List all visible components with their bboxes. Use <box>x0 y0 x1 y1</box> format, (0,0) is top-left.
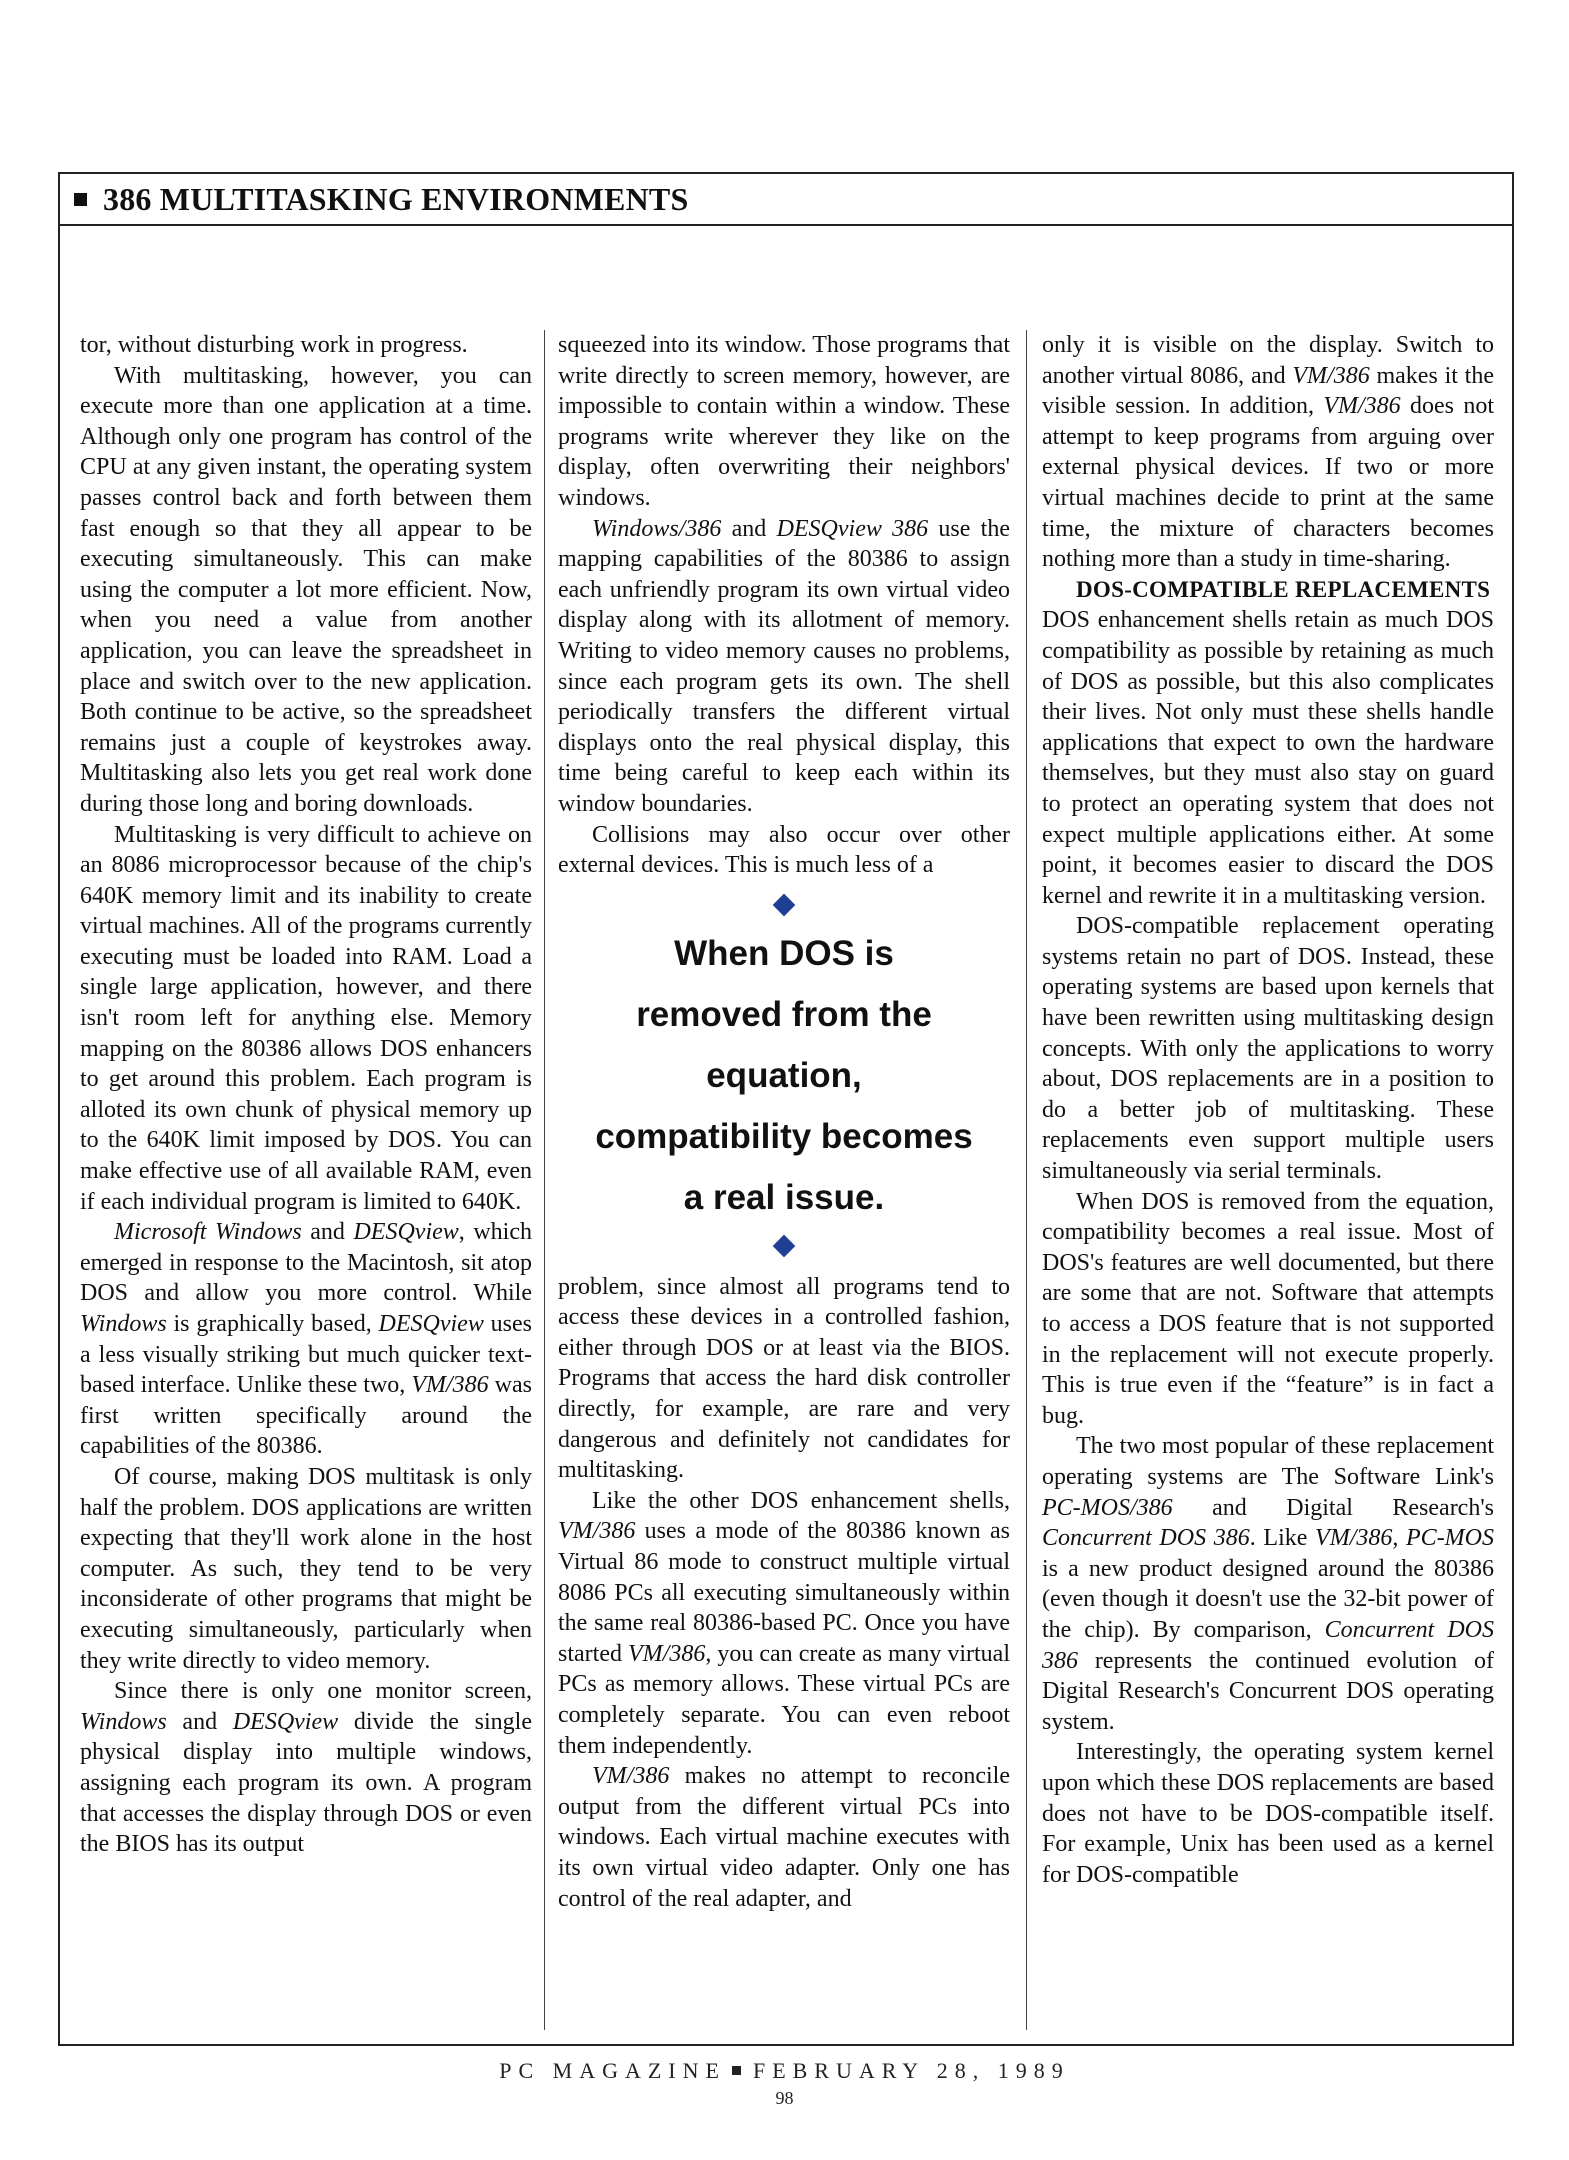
paragraph: Multitasking is very difficult to achieve on an 8086 microprocessor because of the chip's 640K memory limit and its inability to create virtual machines. All of the programs currently executing must be loaded into RAM. Load a single large application, however, and there isn't room left for anything else. Memory mapping on the 80386 allows DOS enhancers to get around this problem. Each program is alloted its own chunk of physical memory up to the 640K limit imposed by DOS. You can make effective use of all available RAM, even if each individual program is limited to 640K. <box>80 821 532 1215</box>
pull-quote <box>558 897 1010 1254</box>
paragraph: tor, without disturbing work in progress. <box>80 332 468 358</box>
product-name: Windows <box>80 1311 167 1337</box>
section-header <box>60 174 1512 226</box>
paragraph: DOS-compatible replacement operating systems retain no part of DOS. Instead, these operating systems are based upon kernels that have been rewritten using multitasking design concepts. With only the applications to worry about, DOS replacements are in a position to do a better job of multitasking. These replacements even support multiple users simultaneously via serial terminals. <box>1042 913 1494 1185</box>
paragraph <box>558 1761 1010 1914</box>
square-bullet-icon <box>732 2066 741 2075</box>
product-name: DESQview <box>353 1219 459 1246</box>
text-run: and <box>301 1219 354 1246</box>
text-run: Since there is only one monitor screen, <box>114 1678 532 1705</box>
paragraph: DOS enhancement shells retain as much DOS compatibility as possible by retaining as much of DOS as possible, but this also complicates their lives. Not only must these shells handle applications that expect to own the hardware themselves, but they must also stay on guard to protect an operating system that does not expect multiple applications either. At some point, it becomes easier to discard the DOS kernel and rewrite it in a multitasking version. <box>1042 607 1494 909</box>
page-frame <box>58 172 1514 2046</box>
text-run: divide the single physical display into multiple windows, assigning each program its own. A program that accesses the display through DOS or even the BIOS has its output <box>80 1708 532 1858</box>
product-name: VM/386 <box>1323 393 1401 420</box>
page-footer <box>0 2058 1569 2084</box>
product-name: PC-MOS/386 <box>1042 1494 1173 1521</box>
product-name: DESQview <box>232 1708 339 1735</box>
text-run: and Digital Research's <box>1172 1494 1494 1521</box>
text-run: does not attempt to keep programs from arguing over external physical devices. If two or more virtual machines decide to print at the same time, the mixture of characters becomes nothing more than a study in time-sharing. <box>1042 393 1494 573</box>
paragraph: Collisions may also occur over other external devices. This is much less of a <box>558 821 1010 879</box>
product-name: Windows <box>80 1708 167 1735</box>
paragraph: Interestingly, the operating system kernel upon which these DOS replacements are based does not have to be DOS-compatible itself. For example, Unix has been used as a kernel for DOS-compatible <box>1042 1739 1494 1888</box>
article-column-1 <box>80 330 532 1860</box>
text-run: is graphically based, <box>166 1311 379 1337</box>
product-name: VM/386 <box>1292 362 1370 389</box>
paragraph <box>80 1676 532 1860</box>
paragraph <box>1042 1431 1494 1737</box>
paragraph <box>558 1486 1010 1761</box>
pull-quote-line: compatibility becomes <box>595 1116 973 1156</box>
text-run: The two most popular of these replacement operating systems are The Software Link's <box>1042 1433 1494 1490</box>
paragraph: When DOS is removed from the equation, compatibility becomes a real issue. Most of DOS's features are well documented, but there are some that are not. Software that attempts to access a DOS feature that is not supported in the replacement will not execute properly. This is true even if the “feature” is in fact a bug. <box>1042 1188 1494 1429</box>
paragraph: Of course, making DOS multitask is only half the problem. DOS applications are written expecting that they'll work alone in the host computer. As such, they tend to be very inconsiderate of other programs that might be executing simultaneously, particularly when they write directly to video memory. <box>80 1463 532 1674</box>
text-run: is a new product designed around the 80386 (even though it doesn't use the 32-bit power of the chip). By comparison, <box>1042 1555 1494 1643</box>
product-name: DESQview 386 <box>776 515 929 542</box>
text-run: was first written specifically around the capabilities of the 80386. <box>80 1372 532 1460</box>
product-name: Concurrent DOS 386 <box>1042 1525 1250 1552</box>
text-run: . Like <box>1249 1525 1316 1552</box>
paragraph: squeezed into its window. Those programs that write directly to screen memory, however, are impossible to contain within a window. These programs write wherever they like on the display, often overwriting their neighbors' windows. <box>558 332 1010 511</box>
page-number: 98 <box>775 2088 794 2108</box>
paragraph: problem, since almost all programs tend to access these devices in a controlled fashion, either through DOS or at least via the BIOS. Programs that access the hard disk controller directly, for example, are rare and very dangerous and definitely not candidates for multitasking. <box>558 1273 1010 1484</box>
diamond-icon <box>773 1234 796 1257</box>
text-run: makes no attempt to reconcile output from the different virtual PCs into windows. Each virtual machine executes with its own virtual video adapter. Only one has control of the real adapter, and <box>558 1763 1010 1912</box>
product-name: VM/386 <box>558 1518 636 1545</box>
text-run: uses a less visually striking but much quicker text-based interface. Unlike these two, <box>80 1311 532 1399</box>
product-name: VM/386 <box>411 1372 489 1399</box>
subheading: DOS-COMPATIBLE REPLACEMENTS <box>1076 576 1491 602</box>
square-bullet-icon <box>74 193 87 206</box>
paragraph: With multitasking, however, you can execute more than one application at a time. Although only one program has control of the CPU at any given instant, the operating system passes control back and forth between them fast enough so that they all appear to be executing simultaneously. This can make using the computer a lot more efficient. Now, when you need a value from another application, you can leave the spreadsheet in place and switch over to the new application. Both continue to be active, so the spreadsheet remains just a couple of keystrokes away. Multitasking also lets you get real work done during those long and boring downloads. <box>80 362 532 817</box>
product-name: Microsoft Windows <box>114 1219 302 1246</box>
product-name: DESQview <box>378 1311 484 1337</box>
text-run: represents the continued evolution of Digital Research's Concurrent DOS operating system. <box>1042 1647 1494 1735</box>
article-column-3 <box>1042 330 1494 1890</box>
product-name: Concurrent DOS 386 <box>1042 1616 1494 1674</box>
product-name: Windows/386 <box>592 515 722 542</box>
text-run: and <box>721 515 777 542</box>
text-run: makes it the visible session. In addition, <box>1042 362 1495 420</box>
pull-quote-line: When DOS is <box>674 933 894 973</box>
pull-quote-line: equation, <box>706 1055 862 1095</box>
text-run: , which emerged in response to the Macintosh, sit atop DOS and allow you more control. While <box>80 1219 532 1307</box>
text-run: and <box>166 1708 233 1735</box>
magazine-name: PC MAGAZINE <box>499 2058 726 2083</box>
column-divider <box>544 330 545 2030</box>
section-title: 386 MULTITASKING ENVIRONMENTS <box>103 180 689 217</box>
pull-quote-line: a real issue. <box>683 1177 885 1217</box>
issue-date: FEBRUARY 28, 1989 <box>752 2058 1070 2083</box>
paragraph <box>1042 330 1494 575</box>
product-name: VM/386 <box>628 1640 706 1667</box>
product-name: VM/386 <box>592 1763 670 1790</box>
product-name: VM/386, PC-MOS <box>1315 1525 1495 1552</box>
diamond-icon <box>773 893 796 916</box>
paragraph <box>80 1217 532 1462</box>
article-column-2 <box>558 330 1010 1914</box>
text-run: , you can create as many virtual PCs as memory allows. These virtual PCs are completely separate. You can even reboot them independently. <box>558 1640 1010 1759</box>
text-run: only it is visible on the display. Switch to another virtual 8086, and <box>1042 332 1494 389</box>
paragraph <box>558 514 1010 820</box>
text-run: Like the other DOS enhancement shells, <box>592 1487 1010 1514</box>
text-run: use the mapping capabilities of the 80386 to assign each unfriendly program its own virtual video display along with its allotment of memory. Writing to video memory causes no problems, since each program gets its own. The shell periodically transfers the different virtual displays onto the real physical display, this time being careful to keep each within its window boundaries. <box>558 515 1010 817</box>
pull-quote-line: removed from the <box>636 994 932 1034</box>
column-divider <box>1026 330 1027 2030</box>
text-run: uses a mode of the 80386 known as Virtual 86 mode to construct multiple virtual 8086 PCs all executing simultaneously within the same real 80386-based PC. Once you have started <box>558 1518 1010 1667</box>
